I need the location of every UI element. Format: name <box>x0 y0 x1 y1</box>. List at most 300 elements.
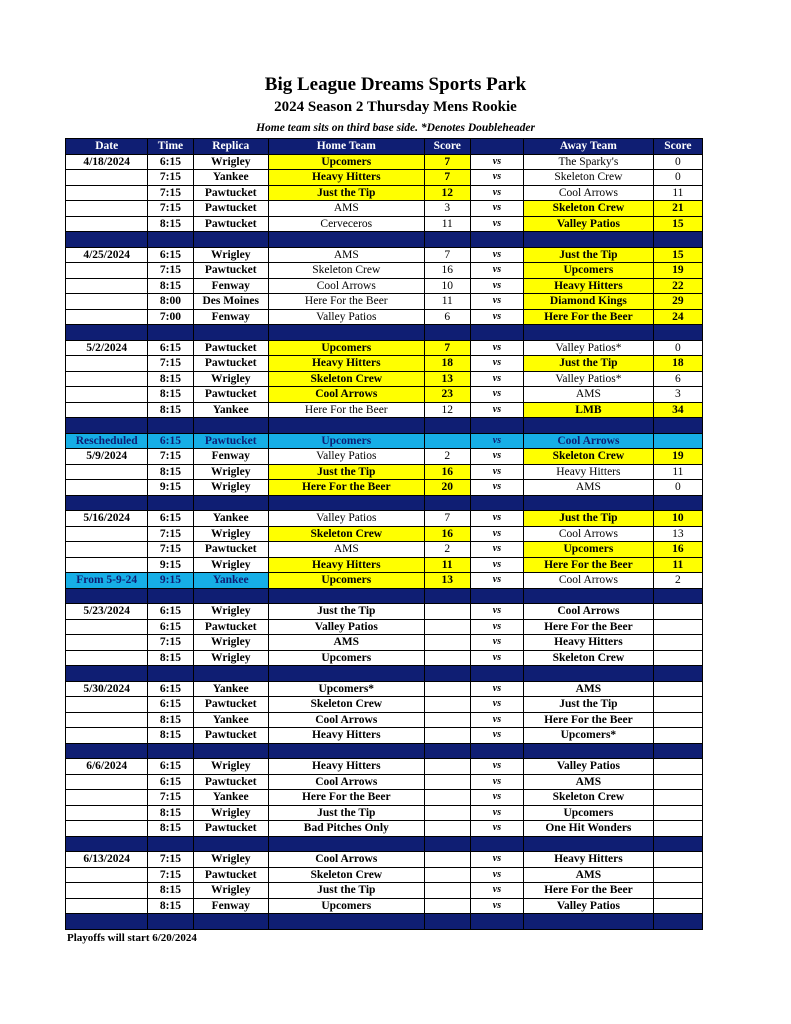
game-row <box>66 185 703 201</box>
week-separator-row <box>66 743 703 759</box>
date-cell: 5/23/2024 <box>66 604 148 620</box>
date-cell <box>66 635 148 651</box>
separator-cell <box>424 743 470 759</box>
vs-cell: vs <box>470 774 523 790</box>
page-subtitle: 2024 Season 2 Thursday Mens Rookie <box>274 99 517 115</box>
away-score-cell <box>653 650 702 666</box>
away-score-cell: 0 <box>653 170 702 186</box>
table-header-row <box>66 139 703 155</box>
replica-cell: Wrigley <box>193 557 268 573</box>
date-cell <box>66 774 148 790</box>
game-row <box>66 526 703 542</box>
separator-cell <box>524 325 654 341</box>
home-team-cell: Heavy Hitters <box>268 759 424 775</box>
time-cell: 6:15 <box>148 247 193 263</box>
separator-cell <box>424 325 470 341</box>
home-team-cell: AMS <box>268 201 424 217</box>
game-row <box>66 402 703 418</box>
replica-cell: Pawtucket <box>193 728 268 744</box>
time-cell: 8:15 <box>148 728 193 744</box>
separator-cell <box>653 836 702 852</box>
date-cell: 6/6/2024 <box>66 759 148 775</box>
time-cell: 6:15 <box>148 604 193 620</box>
away-team-cell: Heavy Hitters <box>524 635 654 651</box>
time-cell: 8:15 <box>148 821 193 837</box>
date-cell <box>66 402 148 418</box>
home-score-cell <box>424 619 470 635</box>
time-cell: 6:15 <box>148 511 193 527</box>
home-score-cell <box>424 697 470 713</box>
game-row <box>66 340 703 356</box>
away-score-cell: 0 <box>653 480 702 496</box>
vs-cell: vs <box>470 681 523 697</box>
week-separator-row <box>66 418 703 434</box>
home-team-cell: Here For the Beer <box>268 480 424 496</box>
separator-cell <box>424 232 470 248</box>
separator-cell <box>524 666 654 682</box>
away-team-cell: AMS <box>524 774 654 790</box>
separator-cell <box>148 666 193 682</box>
replica-cell: Fenway <box>193 898 268 914</box>
date-cell <box>66 867 148 883</box>
home-team-cell: Just the Tip <box>268 805 424 821</box>
replica-cell: Pawtucket <box>193 867 268 883</box>
away-score-cell <box>653 883 702 899</box>
home-score-cell: 18 <box>424 356 470 372</box>
replica-cell: Yankee <box>193 511 268 527</box>
col-header-time: Time <box>148 139 193 155</box>
away-score-cell: 13 <box>653 526 702 542</box>
away-score-cell <box>653 697 702 713</box>
away-score-cell <box>653 604 702 620</box>
date-cell: From 5-9-24 <box>66 573 148 589</box>
vs-cell: vs <box>470 526 523 542</box>
replica-cell: Fenway <box>193 278 268 294</box>
home-team-cell: Here For the Beer <box>268 402 424 418</box>
date-cell: 6/13/2024 <box>66 852 148 868</box>
date-cell <box>66 356 148 372</box>
game-row <box>66 604 703 620</box>
separator-cell <box>148 914 193 930</box>
home-team-cell: Valley Patios <box>268 309 424 325</box>
replica-cell: Des Moines <box>193 294 268 310</box>
replica-cell: Yankee <box>193 712 268 728</box>
home-score-cell <box>424 728 470 744</box>
date-cell <box>66 216 148 232</box>
separator-cell <box>653 588 702 604</box>
replica-cell: Pawtucket <box>193 387 268 403</box>
home-team-cell: Cool Arrows <box>268 712 424 728</box>
away-score-cell: 15 <box>653 216 702 232</box>
time-cell: 8:15 <box>148 898 193 914</box>
game-row <box>66 464 703 480</box>
time-cell: 8:15 <box>148 402 193 418</box>
playoffs-note: Playoffs will start 6/20/2024 <box>67 932 197 944</box>
date-cell <box>66 542 148 558</box>
week-separator-row <box>66 914 703 930</box>
away-team-cell: Upcomers <box>524 805 654 821</box>
home-score-cell: 7 <box>424 170 470 186</box>
separator-cell <box>470 743 523 759</box>
week-separator-row <box>66 666 703 682</box>
separator-cell <box>193 914 268 930</box>
page-title: Big League Dreams Sports Park <box>264 74 527 95</box>
separator-cell <box>470 666 523 682</box>
home-team-cell: Skeleton Crew <box>268 263 424 279</box>
separator-cell <box>66 836 148 852</box>
away-score-cell <box>653 774 702 790</box>
date-cell <box>66 464 148 480</box>
home-team-cell: Here For the Beer <box>268 294 424 310</box>
date-cell <box>66 526 148 542</box>
vs-cell: vs <box>470 356 523 372</box>
time-cell: 6:15 <box>148 697 193 713</box>
replica-cell: Fenway <box>193 309 268 325</box>
away-team-cell: The Sparky's <box>524 154 654 170</box>
home-team-cell: Just the Tip <box>268 883 424 899</box>
time-cell: 6:15 <box>148 433 193 449</box>
home-team-cell: Upcomers <box>268 573 424 589</box>
away-score-cell: 11 <box>653 557 702 573</box>
col-header-date: Date <box>66 139 148 155</box>
home-score-cell <box>424 650 470 666</box>
home-team-cell: Just the Tip <box>268 464 424 480</box>
vs-cell: vs <box>470 294 523 310</box>
time-cell: 8:15 <box>148 216 193 232</box>
home-score-cell <box>424 821 470 837</box>
away-team-cell: Here For the Beer <box>524 883 654 899</box>
home-team-cell: Cool Arrows <box>268 852 424 868</box>
home-score-cell: 6 <box>424 309 470 325</box>
home-team-cell: Here For the Beer <box>268 790 424 806</box>
away-score-cell: 21 <box>653 201 702 217</box>
separator-cell <box>66 743 148 759</box>
week-separator-row <box>66 325 703 341</box>
separator-cell <box>268 914 424 930</box>
vs-cell: vs <box>470 480 523 496</box>
date-cell <box>66 697 148 713</box>
separator-cell <box>524 232 654 248</box>
date-cell <box>66 728 148 744</box>
replica-cell: Pawtucket <box>193 619 268 635</box>
week-separator-row <box>66 836 703 852</box>
separator-cell <box>470 914 523 930</box>
home-team-cell: Upcomers <box>268 154 424 170</box>
time-cell: 6:15 <box>148 340 193 356</box>
separator-cell <box>653 325 702 341</box>
game-row <box>66 790 703 806</box>
away-score-cell <box>653 433 702 449</box>
separator-cell <box>148 743 193 759</box>
separator-cell <box>66 325 148 341</box>
game-row <box>66 728 703 744</box>
time-cell: 7:15 <box>148 526 193 542</box>
replica-cell: Wrigley <box>193 759 268 775</box>
away-team-cell: Skeleton Crew <box>524 790 654 806</box>
away-score-cell <box>653 805 702 821</box>
game-row <box>66 449 703 465</box>
away-team-cell: Cool Arrows <box>524 526 654 542</box>
home-score-cell: 7 <box>424 154 470 170</box>
away-score-cell: 6 <box>653 371 702 387</box>
away-score-cell <box>653 635 702 651</box>
replica-cell: Wrigley <box>193 635 268 651</box>
home-team-cell: Cerveceros <box>268 216 424 232</box>
away-team-cell: Here For the Beer <box>524 619 654 635</box>
date-cell <box>66 805 148 821</box>
home-team-cell: AMS <box>268 542 424 558</box>
vs-cell: vs <box>470 650 523 666</box>
separator-cell <box>268 232 424 248</box>
week-separator-row <box>66 588 703 604</box>
home-score-cell <box>424 790 470 806</box>
home-score-cell: 2 <box>424 449 470 465</box>
separator-cell <box>424 914 470 930</box>
game-row <box>66 542 703 558</box>
away-team-cell: Cool Arrows <box>524 573 654 589</box>
away-score-cell <box>653 867 702 883</box>
home-score-cell: 7 <box>424 511 470 527</box>
replica-cell: Pawtucket <box>193 774 268 790</box>
away-team-cell: LMB <box>524 402 654 418</box>
time-cell: 8:15 <box>148 371 193 387</box>
away-score-cell <box>653 790 702 806</box>
away-team-cell: Cool Arrows <box>524 185 654 201</box>
home-score-cell: 11 <box>424 216 470 232</box>
vs-cell: vs <box>470 604 523 620</box>
game-row <box>66 433 703 449</box>
date-cell <box>66 201 148 217</box>
home-score-cell: 16 <box>424 526 470 542</box>
game-row <box>66 278 703 294</box>
separator-cell <box>193 743 268 759</box>
away-team-cell: Here For the Beer <box>524 309 654 325</box>
vs-cell: vs <box>470 790 523 806</box>
date-cell <box>66 712 148 728</box>
separator-cell <box>653 914 702 930</box>
game-row <box>66 883 703 899</box>
time-cell: 8:00 <box>148 294 193 310</box>
separator-cell <box>66 232 148 248</box>
separator-cell <box>193 495 268 511</box>
separator-cell <box>653 743 702 759</box>
away-team-cell: Upcomers* <box>524 728 654 744</box>
home-team-cell: Valley Patios <box>268 511 424 527</box>
vs-cell: vs <box>470 201 523 217</box>
home-score-cell: 7 <box>424 247 470 263</box>
separator-cell <box>193 666 268 682</box>
time-cell: 8:15 <box>148 650 193 666</box>
home-team-cell: Heavy Hitters <box>268 170 424 186</box>
separator-cell <box>470 495 523 511</box>
game-row <box>66 573 703 589</box>
time-cell: 8:15 <box>148 278 193 294</box>
vs-cell: vs <box>470 635 523 651</box>
vs-cell: vs <box>470 619 523 635</box>
separator-cell <box>524 743 654 759</box>
separator-cell <box>424 666 470 682</box>
date-cell: 5/2/2024 <box>66 340 148 356</box>
date-cell: 5/30/2024 <box>66 681 148 697</box>
away-team-cell: Skeleton Crew <box>524 170 654 186</box>
vs-cell: vs <box>470 852 523 868</box>
separator-cell <box>268 836 424 852</box>
game-row <box>66 697 703 713</box>
date-cell <box>66 263 148 279</box>
home-team-cell: Upcomers* <box>268 681 424 697</box>
separator-cell <box>653 666 702 682</box>
away-score-cell <box>653 852 702 868</box>
vs-cell: vs <box>470 154 523 170</box>
away-team-cell: Cool Arrows <box>524 433 654 449</box>
game-row <box>66 511 703 527</box>
replica-cell: Pawtucket <box>193 340 268 356</box>
game-row <box>66 759 703 775</box>
vs-cell: vs <box>470 511 523 527</box>
separator-cell <box>268 743 424 759</box>
home-score-cell: 13 <box>424 371 470 387</box>
separator-cell <box>268 588 424 604</box>
vs-cell: vs <box>470 449 523 465</box>
away-team-cell: Valley Patios <box>524 216 654 232</box>
home-score-cell: 11 <box>424 294 470 310</box>
replica-cell: Wrigley <box>193 464 268 480</box>
away-score-cell: 2 <box>653 573 702 589</box>
vs-cell: vs <box>470 883 523 899</box>
time-cell: 7:15 <box>148 542 193 558</box>
time-cell: 7:15 <box>148 170 193 186</box>
schedule-note: Home team sits on third base side. *Denotes Doubleheader <box>256 122 535 134</box>
separator-cell <box>524 495 654 511</box>
home-team-cell: Just the Tip <box>268 185 424 201</box>
away-score-cell: 24 <box>653 309 702 325</box>
game-row <box>66 635 703 651</box>
home-team-cell: Skeleton Crew <box>268 526 424 542</box>
home-team-cell: Valley Patios <box>268 449 424 465</box>
time-cell: 7:15 <box>148 449 193 465</box>
away-team-cell: AMS <box>524 681 654 697</box>
game-row <box>66 805 703 821</box>
vs-cell: vs <box>470 340 523 356</box>
time-cell: 7:15 <box>148 852 193 868</box>
vs-cell: vs <box>470 464 523 480</box>
away-score-cell <box>653 712 702 728</box>
replica-cell: Yankee <box>193 681 268 697</box>
away-score-cell: 0 <box>653 340 702 356</box>
date-cell <box>66 883 148 899</box>
home-score-cell: 10 <box>424 278 470 294</box>
time-cell: 7:00 <box>148 309 193 325</box>
separator-cell <box>66 666 148 682</box>
away-score-cell <box>653 681 702 697</box>
vs-cell: vs <box>470 402 523 418</box>
week-separator-row <box>66 232 703 248</box>
away-team-cell: Heavy Hitters <box>524 278 654 294</box>
time-cell: 8:15 <box>148 464 193 480</box>
vs-cell: vs <box>470 247 523 263</box>
home-score-cell <box>424 774 470 790</box>
separator-cell <box>524 836 654 852</box>
home-score-cell: 20 <box>424 480 470 496</box>
away-score-cell <box>653 898 702 914</box>
away-score-cell: 0 <box>653 154 702 170</box>
date-cell: 5/16/2024 <box>66 511 148 527</box>
replica-cell: Pawtucket <box>193 185 268 201</box>
replica-cell: Wrigley <box>193 650 268 666</box>
vs-cell: vs <box>470 433 523 449</box>
separator-cell <box>268 418 424 434</box>
home-team-cell: Heavy Hitters <box>268 728 424 744</box>
date-cell: 4/18/2024 <box>66 154 148 170</box>
col-header-vs <box>470 139 523 155</box>
game-row <box>66 309 703 325</box>
separator-cell <box>470 588 523 604</box>
time-cell: 7:15 <box>148 201 193 217</box>
date-cell <box>66 898 148 914</box>
separator-cell <box>66 914 148 930</box>
away-team-cell: Skeleton Crew <box>524 650 654 666</box>
game-row <box>66 247 703 263</box>
game-row <box>66 774 703 790</box>
home-score-cell: 2 <box>424 542 470 558</box>
replica-cell: Wrigley <box>193 852 268 868</box>
replica-cell: Fenway <box>193 449 268 465</box>
game-row <box>66 867 703 883</box>
home-team-cell: AMS <box>268 635 424 651</box>
home-team-cell: Heavy Hitters <box>268 356 424 372</box>
away-team-cell: Just the Tip <box>524 356 654 372</box>
separator-cell <box>470 325 523 341</box>
vs-cell: vs <box>470 821 523 837</box>
home-score-cell: 3 <box>424 201 470 217</box>
game-row <box>66 387 703 403</box>
replica-cell: Wrigley <box>193 526 268 542</box>
date-cell <box>66 650 148 666</box>
separator-cell <box>193 325 268 341</box>
vs-cell: vs <box>470 371 523 387</box>
separator-cell <box>268 495 424 511</box>
away-team-cell: Skeleton Crew <box>524 449 654 465</box>
date-cell <box>66 309 148 325</box>
vs-cell: vs <box>470 557 523 573</box>
home-team-cell: Cool Arrows <box>268 774 424 790</box>
away-team-cell: Just the Tip <box>524 511 654 527</box>
replica-cell: Yankee <box>193 170 268 186</box>
separator-cell <box>470 836 523 852</box>
game-row <box>66 216 703 232</box>
date-cell: 4/25/2024 <box>66 247 148 263</box>
separator-cell <box>148 325 193 341</box>
away-score-cell: 34 <box>653 402 702 418</box>
away-team-cell: Just the Tip <box>524 247 654 263</box>
home-score-cell <box>424 805 470 821</box>
game-row <box>66 480 703 496</box>
home-score-cell: 23 <box>424 387 470 403</box>
date-cell <box>66 790 148 806</box>
replica-cell: Wrigley <box>193 805 268 821</box>
home-score-cell <box>424 635 470 651</box>
home-team-cell: Upcomers <box>268 340 424 356</box>
home-team-cell: Heavy Hitters <box>268 557 424 573</box>
date-cell: 5/9/2024 <box>66 449 148 465</box>
home-team-cell: Upcomers <box>268 898 424 914</box>
separator-cell <box>424 495 470 511</box>
vs-cell: vs <box>470 712 523 728</box>
time-cell: 7:15 <box>148 790 193 806</box>
away-score-cell: 16 <box>653 542 702 558</box>
away-score-cell: 22 <box>653 278 702 294</box>
vs-cell: vs <box>470 387 523 403</box>
